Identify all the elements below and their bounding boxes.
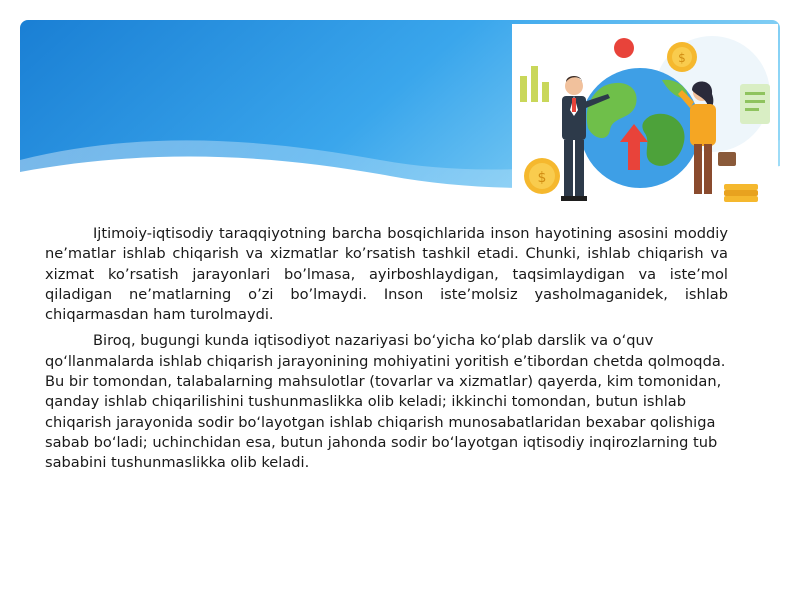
business-people-globe-illustration [512,24,778,206]
body-text [45,224,728,474]
coin-top-icon [667,42,697,72]
paragraph: Biroq, bugungi kunda iqtisodiyot nazariyasi bo‘yicha ko‘plab darslik va o‘quv qo‘llanmalarda ishlab chiqarish jarayonining mohiyatini yoritish e’tibordan chetda qolmoqda. Bu bir tomondan, talabalarning mahsulotlar (tovarlar va xizmatlar) qayerda, kim tomonidan, qanday ishlab chiqarilishini tushunmaslikka olib keladi; ikkinchi tomondan, butun ishlab chiqarish jarayonida sodir bo‘layotgan ishlab chiqarish munosabatlaridan bexabar qolishiga sabab bo‘ladi; uchinchidan esa, butun jahonda sodir bo‘layotgan iqtisodiy inqirozlarning tub sababini tushunmaslikka olib keladi. [45,332,726,472]
balloon-icon [614,38,634,58]
svg-text:$: $ [537,170,547,186]
coin-stack-icon [724,184,758,202]
document-card-icon [740,84,770,124]
paragraph: Ijtimoiy-iqtisodiy taraqqiyotning barcha bosqichlarida inson hayotining asosini moddiy ne’matlar ishlab chiqarish va xizmatlar ko’rsatish tashkil etadi. Chunki, ishlab chiqarish va xizmat ko’rsatish jarayonlari bo’lmasa, ayirboshlaydigan, taqsimlaydigan va iste’mol qiladigan ne’matlarning o’zi bo’lmaydi. Inson iste’molsiz yasholmaganidek, ishlab chiqarmasdan ham turolmaydi. [45,225,728,324]
coin-icon [524,158,560,194]
svg-text:$: $ [678,51,686,65]
briefcase-icon [718,152,736,166]
